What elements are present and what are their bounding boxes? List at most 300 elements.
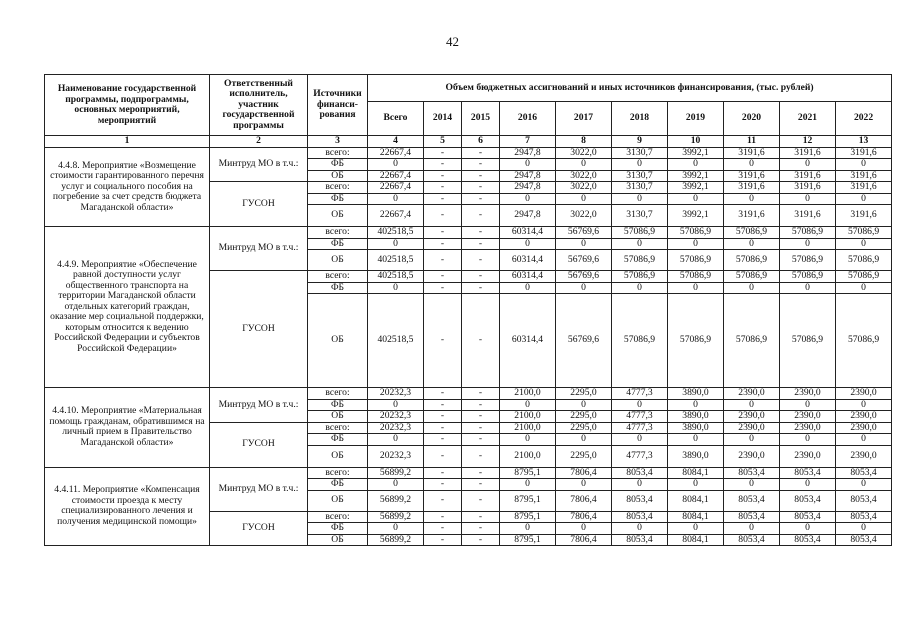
amount-cell: 0 bbox=[780, 238, 836, 250]
amount-cell: 0 bbox=[836, 193, 892, 205]
funding-source: всего: bbox=[308, 388, 368, 400]
amount-cell: 2295,0 bbox=[556, 388, 612, 400]
amount-cell: 3890,0 bbox=[668, 388, 724, 400]
amount-cell: 8084,1 bbox=[668, 534, 724, 546]
amount-cell: - bbox=[424, 434, 462, 446]
amount-cell: - bbox=[424, 534, 462, 546]
amount-cell: 2947,8 bbox=[500, 147, 556, 159]
activity-name: 4.4.9. Мероприятие «Обеспечение равной доступности услуг общественного транспорта на территории Магаданской области отдельных категорий граждан, оказание мер социальной поддержки, которым относится к ведению Российской Федерации и субъектов Российской Федерации» bbox=[45, 227, 210, 388]
funding-source: ОБ bbox=[308, 490, 368, 511]
amount-cell: 57086,9 bbox=[668, 250, 724, 271]
header-year: 2021 bbox=[780, 102, 836, 136]
amount-cell: 57086,9 bbox=[836, 271, 892, 283]
amount-cell: 0 bbox=[612, 159, 668, 171]
amount-cell: 8053,4 bbox=[780, 534, 836, 546]
amount-cell: - bbox=[462, 294, 500, 388]
amount-cell: - bbox=[462, 205, 500, 227]
amount-cell: 0 bbox=[500, 523, 556, 535]
funding-source: ФБ bbox=[308, 282, 368, 294]
executor: Минтруд МО в т.ч.: bbox=[210, 388, 308, 423]
header-year: 2017 bbox=[556, 102, 612, 136]
executor: Минтруд МО в т.ч.: bbox=[210, 467, 308, 511]
amount-cell: 0 bbox=[500, 434, 556, 446]
amount-cell: 8053,4 bbox=[780, 511, 836, 523]
amount-cell: 2390,0 bbox=[724, 388, 780, 400]
amount-cell: 57086,9 bbox=[780, 294, 836, 388]
amount-cell: - bbox=[462, 388, 500, 400]
funding-source: ОБ bbox=[308, 250, 368, 271]
funding-source: всего: bbox=[308, 422, 368, 434]
amount-cell: - bbox=[424, 170, 462, 182]
amount-cell: 0 bbox=[668, 479, 724, 491]
amount-cell: - bbox=[462, 182, 500, 194]
amount-cell: 60314,4 bbox=[500, 271, 556, 283]
amount-cell: 0 bbox=[724, 238, 780, 250]
amount-cell: 3890,0 bbox=[668, 411, 724, 423]
executor: ГУСОН bbox=[210, 271, 308, 388]
amount-cell: - bbox=[462, 250, 500, 271]
amount-cell: - bbox=[424, 523, 462, 535]
amount-cell: - bbox=[462, 490, 500, 511]
amount-cell: 8084,1 bbox=[668, 490, 724, 511]
amount-cell: 2100,0 bbox=[500, 445, 556, 467]
funding-source: ОБ bbox=[308, 411, 368, 423]
amount-cell: 0 bbox=[780, 193, 836, 205]
amount-cell: 57086,9 bbox=[780, 271, 836, 283]
amount-cell: 0 bbox=[780, 434, 836, 446]
amount-cell: 8053,4 bbox=[836, 534, 892, 546]
header-year: 2022 bbox=[836, 102, 892, 136]
amount-cell: 0 bbox=[668, 523, 724, 535]
amount-cell: 56769,6 bbox=[556, 271, 612, 283]
amount-cell: - bbox=[424, 147, 462, 159]
amount-cell: 2295,0 bbox=[556, 422, 612, 434]
amount-cell: - bbox=[424, 511, 462, 523]
amount-cell: 0 bbox=[668, 238, 724, 250]
column-number: 6 bbox=[462, 136, 500, 148]
amount-cell: 2100,0 bbox=[500, 388, 556, 400]
amount-cell: 2295,0 bbox=[556, 411, 612, 423]
column-number: 3 bbox=[308, 136, 368, 148]
amount-cell: 0 bbox=[836, 523, 892, 535]
amount-cell: 0 bbox=[780, 479, 836, 491]
amount-cell: 3890,0 bbox=[668, 445, 724, 467]
amount-cell: 20232,3 bbox=[368, 411, 424, 423]
amount-cell: - bbox=[462, 479, 500, 491]
header-year: 2015 bbox=[462, 102, 500, 136]
amount-cell: 3992,1 bbox=[668, 182, 724, 194]
amount-cell: 2947,8 bbox=[500, 182, 556, 194]
amount-cell: - bbox=[462, 147, 500, 159]
amount-cell: - bbox=[424, 479, 462, 491]
funding-source: ОБ bbox=[308, 294, 368, 388]
amount-cell: 2390,0 bbox=[724, 411, 780, 423]
column-numbers-row bbox=[45, 136, 892, 148]
amount-cell: 8053,4 bbox=[724, 467, 780, 479]
amount-cell: 3191,6 bbox=[724, 182, 780, 194]
page-number: 42 bbox=[446, 34, 459, 49]
amount-cell: - bbox=[424, 271, 462, 283]
budget-table bbox=[44, 74, 892, 546]
amount-cell: 7806,4 bbox=[556, 534, 612, 546]
amount-cell: 56899,2 bbox=[368, 467, 424, 479]
amount-cell: 3191,6 bbox=[780, 205, 836, 227]
amount-cell: 0 bbox=[836, 159, 892, 171]
amount-cell: 402518,5 bbox=[368, 271, 424, 283]
executor: Минтруд МО в т.ч.: bbox=[210, 227, 308, 271]
amount-cell: - bbox=[424, 422, 462, 434]
column-number: 4 bbox=[368, 136, 424, 148]
amount-cell: 3022,0 bbox=[556, 170, 612, 182]
amount-cell: 3191,6 bbox=[780, 147, 836, 159]
amount-cell: 0 bbox=[668, 399, 724, 411]
header-year: 2016 bbox=[500, 102, 556, 136]
amount-cell: 57086,9 bbox=[612, 227, 668, 239]
amount-cell: - bbox=[424, 411, 462, 423]
amount-cell: - bbox=[462, 238, 500, 250]
amount-cell: - bbox=[424, 193, 462, 205]
amount-cell: 3191,6 bbox=[780, 182, 836, 194]
amount-cell: 2390,0 bbox=[780, 422, 836, 434]
amount-cell: - bbox=[424, 250, 462, 271]
amount-cell: 8053,4 bbox=[724, 511, 780, 523]
amount-cell: 0 bbox=[836, 399, 892, 411]
amount-cell: 4777,3 bbox=[612, 445, 668, 467]
amount-cell: 0 bbox=[780, 523, 836, 535]
header-source: Источники финанси-рования bbox=[308, 75, 368, 136]
amount-cell: 8084,1 bbox=[668, 467, 724, 479]
amount-cell: 7806,4 bbox=[556, 511, 612, 523]
amount-cell: - bbox=[462, 170, 500, 182]
amount-cell: 56899,2 bbox=[368, 534, 424, 546]
amount-cell: 2390,0 bbox=[836, 411, 892, 423]
amount-cell: 0 bbox=[612, 282, 668, 294]
amount-cell: 2295,0 bbox=[556, 445, 612, 467]
amount-cell: 2100,0 bbox=[500, 422, 556, 434]
amount-cell: 2100,0 bbox=[500, 411, 556, 423]
amount-cell: 2390,0 bbox=[724, 422, 780, 434]
amount-cell: 8053,4 bbox=[780, 490, 836, 511]
amount-cell: 8795,1 bbox=[500, 467, 556, 479]
activity-name: 4.4.11. Мероприятие «Компенсация стоимости проезда к месту специализированного лечения и получения медицинской помощи» bbox=[45, 467, 210, 546]
amount-cell: - bbox=[462, 411, 500, 423]
amount-cell: 57086,9 bbox=[612, 250, 668, 271]
amount-cell: - bbox=[424, 282, 462, 294]
amount-cell: 8795,1 bbox=[500, 511, 556, 523]
funding-source: ФБ bbox=[308, 523, 368, 535]
amount-cell: 0 bbox=[556, 479, 612, 491]
amount-cell: - bbox=[424, 159, 462, 171]
amount-cell: 3191,6 bbox=[724, 170, 780, 182]
amount-cell: - bbox=[424, 294, 462, 388]
amount-cell: 0 bbox=[368, 159, 424, 171]
funding-source: ФБ bbox=[308, 193, 368, 205]
amount-cell: 57086,9 bbox=[836, 294, 892, 388]
amount-cell: 20232,3 bbox=[368, 445, 424, 467]
amount-cell: 0 bbox=[612, 479, 668, 491]
executor: Минтруд МО в т.ч.: bbox=[210, 147, 308, 182]
amount-cell: 2390,0 bbox=[780, 445, 836, 467]
amount-cell: 20232,3 bbox=[368, 422, 424, 434]
amount-cell: 2390,0 bbox=[836, 388, 892, 400]
amount-cell: 2390,0 bbox=[724, 445, 780, 467]
amount-cell: - bbox=[424, 490, 462, 511]
amount-cell: - bbox=[424, 238, 462, 250]
funding-source: ОБ bbox=[308, 534, 368, 546]
amount-cell: 0 bbox=[368, 523, 424, 535]
amount-cell: 7806,4 bbox=[556, 467, 612, 479]
amount-cell: 0 bbox=[500, 399, 556, 411]
amount-cell: 0 bbox=[368, 282, 424, 294]
table-row bbox=[45, 388, 892, 400]
amount-cell: 0 bbox=[368, 399, 424, 411]
amount-cell: 57086,9 bbox=[724, 294, 780, 388]
amount-cell: 402518,5 bbox=[368, 250, 424, 271]
amount-cell: 56769,6 bbox=[556, 250, 612, 271]
amount-cell: - bbox=[424, 182, 462, 194]
amount-cell: 3022,0 bbox=[556, 147, 612, 159]
funding-source: всего: bbox=[308, 271, 368, 283]
column-number: 8 bbox=[556, 136, 612, 148]
amount-cell: 3890,0 bbox=[668, 422, 724, 434]
amount-cell: 3022,0 bbox=[556, 205, 612, 227]
amount-cell: 60314,4 bbox=[500, 250, 556, 271]
amount-cell: 0 bbox=[836, 479, 892, 491]
amount-cell: 8084,1 bbox=[668, 511, 724, 523]
amount-cell: 57086,9 bbox=[836, 250, 892, 271]
amount-cell: 2947,8 bbox=[500, 205, 556, 227]
amount-cell: 4777,3 bbox=[612, 388, 668, 400]
amount-cell: 60314,4 bbox=[500, 294, 556, 388]
amount-cell: 8053,4 bbox=[612, 490, 668, 511]
header-year: 2014 bbox=[424, 102, 462, 136]
amount-cell: 0 bbox=[500, 159, 556, 171]
amount-cell: 57086,9 bbox=[780, 227, 836, 239]
amount-cell: 0 bbox=[500, 193, 556, 205]
column-number: 7 bbox=[500, 136, 556, 148]
amount-cell: 0 bbox=[780, 399, 836, 411]
amount-cell: - bbox=[462, 422, 500, 434]
column-number: 13 bbox=[836, 136, 892, 148]
table-body bbox=[45, 147, 892, 546]
funding-source: ФБ bbox=[308, 159, 368, 171]
amount-cell: 4777,3 bbox=[612, 411, 668, 423]
amount-cell: 56769,6 bbox=[556, 294, 612, 388]
amount-cell: 0 bbox=[500, 238, 556, 250]
amount-cell: 0 bbox=[724, 434, 780, 446]
header-year: 2020 bbox=[724, 102, 780, 136]
amount-cell: 0 bbox=[368, 479, 424, 491]
amount-cell: 3130,7 bbox=[612, 147, 668, 159]
amount-cell: 0 bbox=[556, 282, 612, 294]
amount-cell: 3992,1 bbox=[668, 205, 724, 227]
amount-cell: 57086,9 bbox=[668, 227, 724, 239]
column-number: 11 bbox=[724, 136, 780, 148]
amount-cell: 0 bbox=[556, 193, 612, 205]
amount-cell: 22667,4 bbox=[368, 205, 424, 227]
amount-cell: 0 bbox=[500, 479, 556, 491]
amount-cell: 402518,5 bbox=[368, 227, 424, 239]
amount-cell: 56899,2 bbox=[368, 490, 424, 511]
amount-cell: 0 bbox=[612, 193, 668, 205]
funding-source: всего: bbox=[308, 182, 368, 194]
amount-cell: 0 bbox=[836, 282, 892, 294]
amount-cell: 0 bbox=[612, 399, 668, 411]
amount-cell: 3191,6 bbox=[836, 147, 892, 159]
amount-cell: 3992,1 bbox=[668, 170, 724, 182]
table-row bbox=[45, 147, 892, 159]
amount-cell: - bbox=[462, 159, 500, 171]
amount-cell: 3130,7 bbox=[612, 182, 668, 194]
column-number: 5 bbox=[424, 136, 462, 148]
amount-cell: 22667,4 bbox=[368, 147, 424, 159]
amount-cell: 0 bbox=[724, 193, 780, 205]
amount-cell: 2390,0 bbox=[780, 411, 836, 423]
amount-cell: 8053,4 bbox=[780, 467, 836, 479]
amount-cell: 57086,9 bbox=[724, 250, 780, 271]
amount-cell: 0 bbox=[556, 159, 612, 171]
amount-cell: 0 bbox=[368, 434, 424, 446]
funding-source: всего: bbox=[308, 467, 368, 479]
funding-source: ОБ bbox=[308, 445, 368, 467]
amount-cell: 57086,9 bbox=[668, 271, 724, 283]
amount-cell: - bbox=[462, 227, 500, 239]
amount-cell: 0 bbox=[500, 282, 556, 294]
amount-cell: 0 bbox=[724, 523, 780, 535]
amount-cell: 56769,6 bbox=[556, 227, 612, 239]
amount-cell: - bbox=[462, 282, 500, 294]
amount-cell: - bbox=[424, 388, 462, 400]
amount-cell: 2390,0 bbox=[836, 422, 892, 434]
amount-cell: 56899,2 bbox=[368, 511, 424, 523]
column-number: 9 bbox=[612, 136, 668, 148]
amount-cell: 0 bbox=[368, 193, 424, 205]
amount-cell: 2947,8 bbox=[500, 170, 556, 182]
amount-cell: 57086,9 bbox=[836, 227, 892, 239]
amount-cell: 0 bbox=[836, 238, 892, 250]
amount-cell: - bbox=[462, 523, 500, 535]
amount-cell: 0 bbox=[836, 434, 892, 446]
amount-cell: 0 bbox=[556, 238, 612, 250]
amount-cell: 3191,6 bbox=[836, 205, 892, 227]
funding-source: ФБ bbox=[308, 399, 368, 411]
amount-cell: 2390,0 bbox=[836, 445, 892, 467]
amount-cell: 0 bbox=[668, 282, 724, 294]
header-executor: Ответственный исполнитель, участник государственной программы bbox=[210, 75, 308, 136]
column-number: 1 bbox=[45, 136, 210, 148]
amount-cell: 8795,1 bbox=[500, 490, 556, 511]
amount-cell: 0 bbox=[612, 523, 668, 535]
amount-cell: 3191,6 bbox=[836, 182, 892, 194]
amount-cell: 60314,4 bbox=[500, 227, 556, 239]
amount-cell: 8795,1 bbox=[500, 534, 556, 546]
funding-source: ФБ bbox=[308, 238, 368, 250]
funding-source: всего: bbox=[308, 227, 368, 239]
amount-cell: 0 bbox=[556, 523, 612, 535]
amount-cell: 57086,9 bbox=[780, 250, 836, 271]
amount-cell: 57086,9 bbox=[724, 271, 780, 283]
amount-cell: - bbox=[424, 227, 462, 239]
executor: ГУСОН bbox=[210, 422, 308, 467]
amount-cell: 57086,9 bbox=[668, 294, 724, 388]
amount-cell: - bbox=[424, 399, 462, 411]
amount-cell: 3191,6 bbox=[724, 205, 780, 227]
amount-cell: 0 bbox=[556, 399, 612, 411]
funding-source: ФБ bbox=[308, 479, 368, 491]
amount-cell: 0 bbox=[668, 193, 724, 205]
header-year: Всего bbox=[368, 102, 424, 136]
header-year: 2019 bbox=[668, 102, 724, 136]
amount-cell: 20232,3 bbox=[368, 388, 424, 400]
amount-cell: - bbox=[462, 193, 500, 205]
activity-name: 4.4.10. Мероприятие «Материальная помощь гражданам, обратившимся на личный прием в Правительство Магаданской области» bbox=[45, 388, 210, 468]
amount-cell: 0 bbox=[724, 282, 780, 294]
amount-cell: - bbox=[462, 271, 500, 283]
amount-cell: 57086,9 bbox=[612, 294, 668, 388]
amount-cell: - bbox=[462, 534, 500, 546]
amount-cell: 0 bbox=[724, 479, 780, 491]
amount-cell: 8053,4 bbox=[836, 490, 892, 511]
amount-cell: 0 bbox=[612, 238, 668, 250]
amount-cell: 0 bbox=[612, 434, 668, 446]
funding-source: ФБ bbox=[308, 434, 368, 446]
amount-cell: 57086,9 bbox=[612, 271, 668, 283]
amount-cell: 2390,0 bbox=[780, 388, 836, 400]
header-name: Наименование государственной программы, подпрограммы, основных мероприятий, мероприятий bbox=[45, 75, 210, 136]
amount-cell: 8053,4 bbox=[724, 534, 780, 546]
amount-cell: 57086,9 bbox=[724, 227, 780, 239]
amount-cell: 0 bbox=[556, 434, 612, 446]
funding-source: ОБ bbox=[308, 205, 368, 227]
executor: ГУСОН bbox=[210, 182, 308, 227]
column-number: 2 bbox=[210, 136, 308, 148]
activity-name: 4.4.8. Мероприятие «Возмещение стоимости гарантированного перечня услуг и социального пособия на погребение за счет средств бюджета Магаданской области» bbox=[45, 147, 210, 227]
amount-cell: 0 bbox=[780, 282, 836, 294]
funding-source: всего: bbox=[308, 511, 368, 523]
amount-cell: 402518,5 bbox=[368, 294, 424, 388]
funding-source: всего: bbox=[308, 147, 368, 159]
amount-cell: 3992,1 bbox=[668, 147, 724, 159]
amount-cell: 0 bbox=[724, 399, 780, 411]
table-row bbox=[45, 227, 892, 239]
amount-cell: 0 bbox=[780, 159, 836, 171]
amount-cell: 7806,4 bbox=[556, 490, 612, 511]
amount-cell: 8053,4 bbox=[612, 534, 668, 546]
amount-cell: 8053,4 bbox=[836, 511, 892, 523]
amount-cell: - bbox=[424, 467, 462, 479]
amount-cell: 8053,4 bbox=[724, 490, 780, 511]
amount-cell: 3130,7 bbox=[612, 205, 668, 227]
amount-cell: 8053,4 bbox=[836, 467, 892, 479]
amount-cell: 0 bbox=[368, 238, 424, 250]
amount-cell: 3130,7 bbox=[612, 170, 668, 182]
table-row bbox=[45, 467, 892, 479]
amount-cell: 0 bbox=[668, 434, 724, 446]
amount-cell: - bbox=[462, 467, 500, 479]
amount-cell: 3191,6 bbox=[780, 170, 836, 182]
amount-cell: - bbox=[462, 445, 500, 467]
amount-cell: 0 bbox=[724, 159, 780, 171]
amount-cell: 22667,4 bbox=[368, 182, 424, 194]
amount-cell: 8053,4 bbox=[612, 511, 668, 523]
header-year: 2018 bbox=[612, 102, 668, 136]
amount-cell: - bbox=[462, 511, 500, 523]
executor: ГУСОН bbox=[210, 511, 308, 546]
amount-cell: - bbox=[424, 205, 462, 227]
header-volume: Объем бюджетных ассигнований и иных источников финансирования, (тыс. рублей) bbox=[368, 75, 892, 102]
amount-cell: 4777,3 bbox=[612, 422, 668, 434]
amount-cell: - bbox=[462, 434, 500, 446]
